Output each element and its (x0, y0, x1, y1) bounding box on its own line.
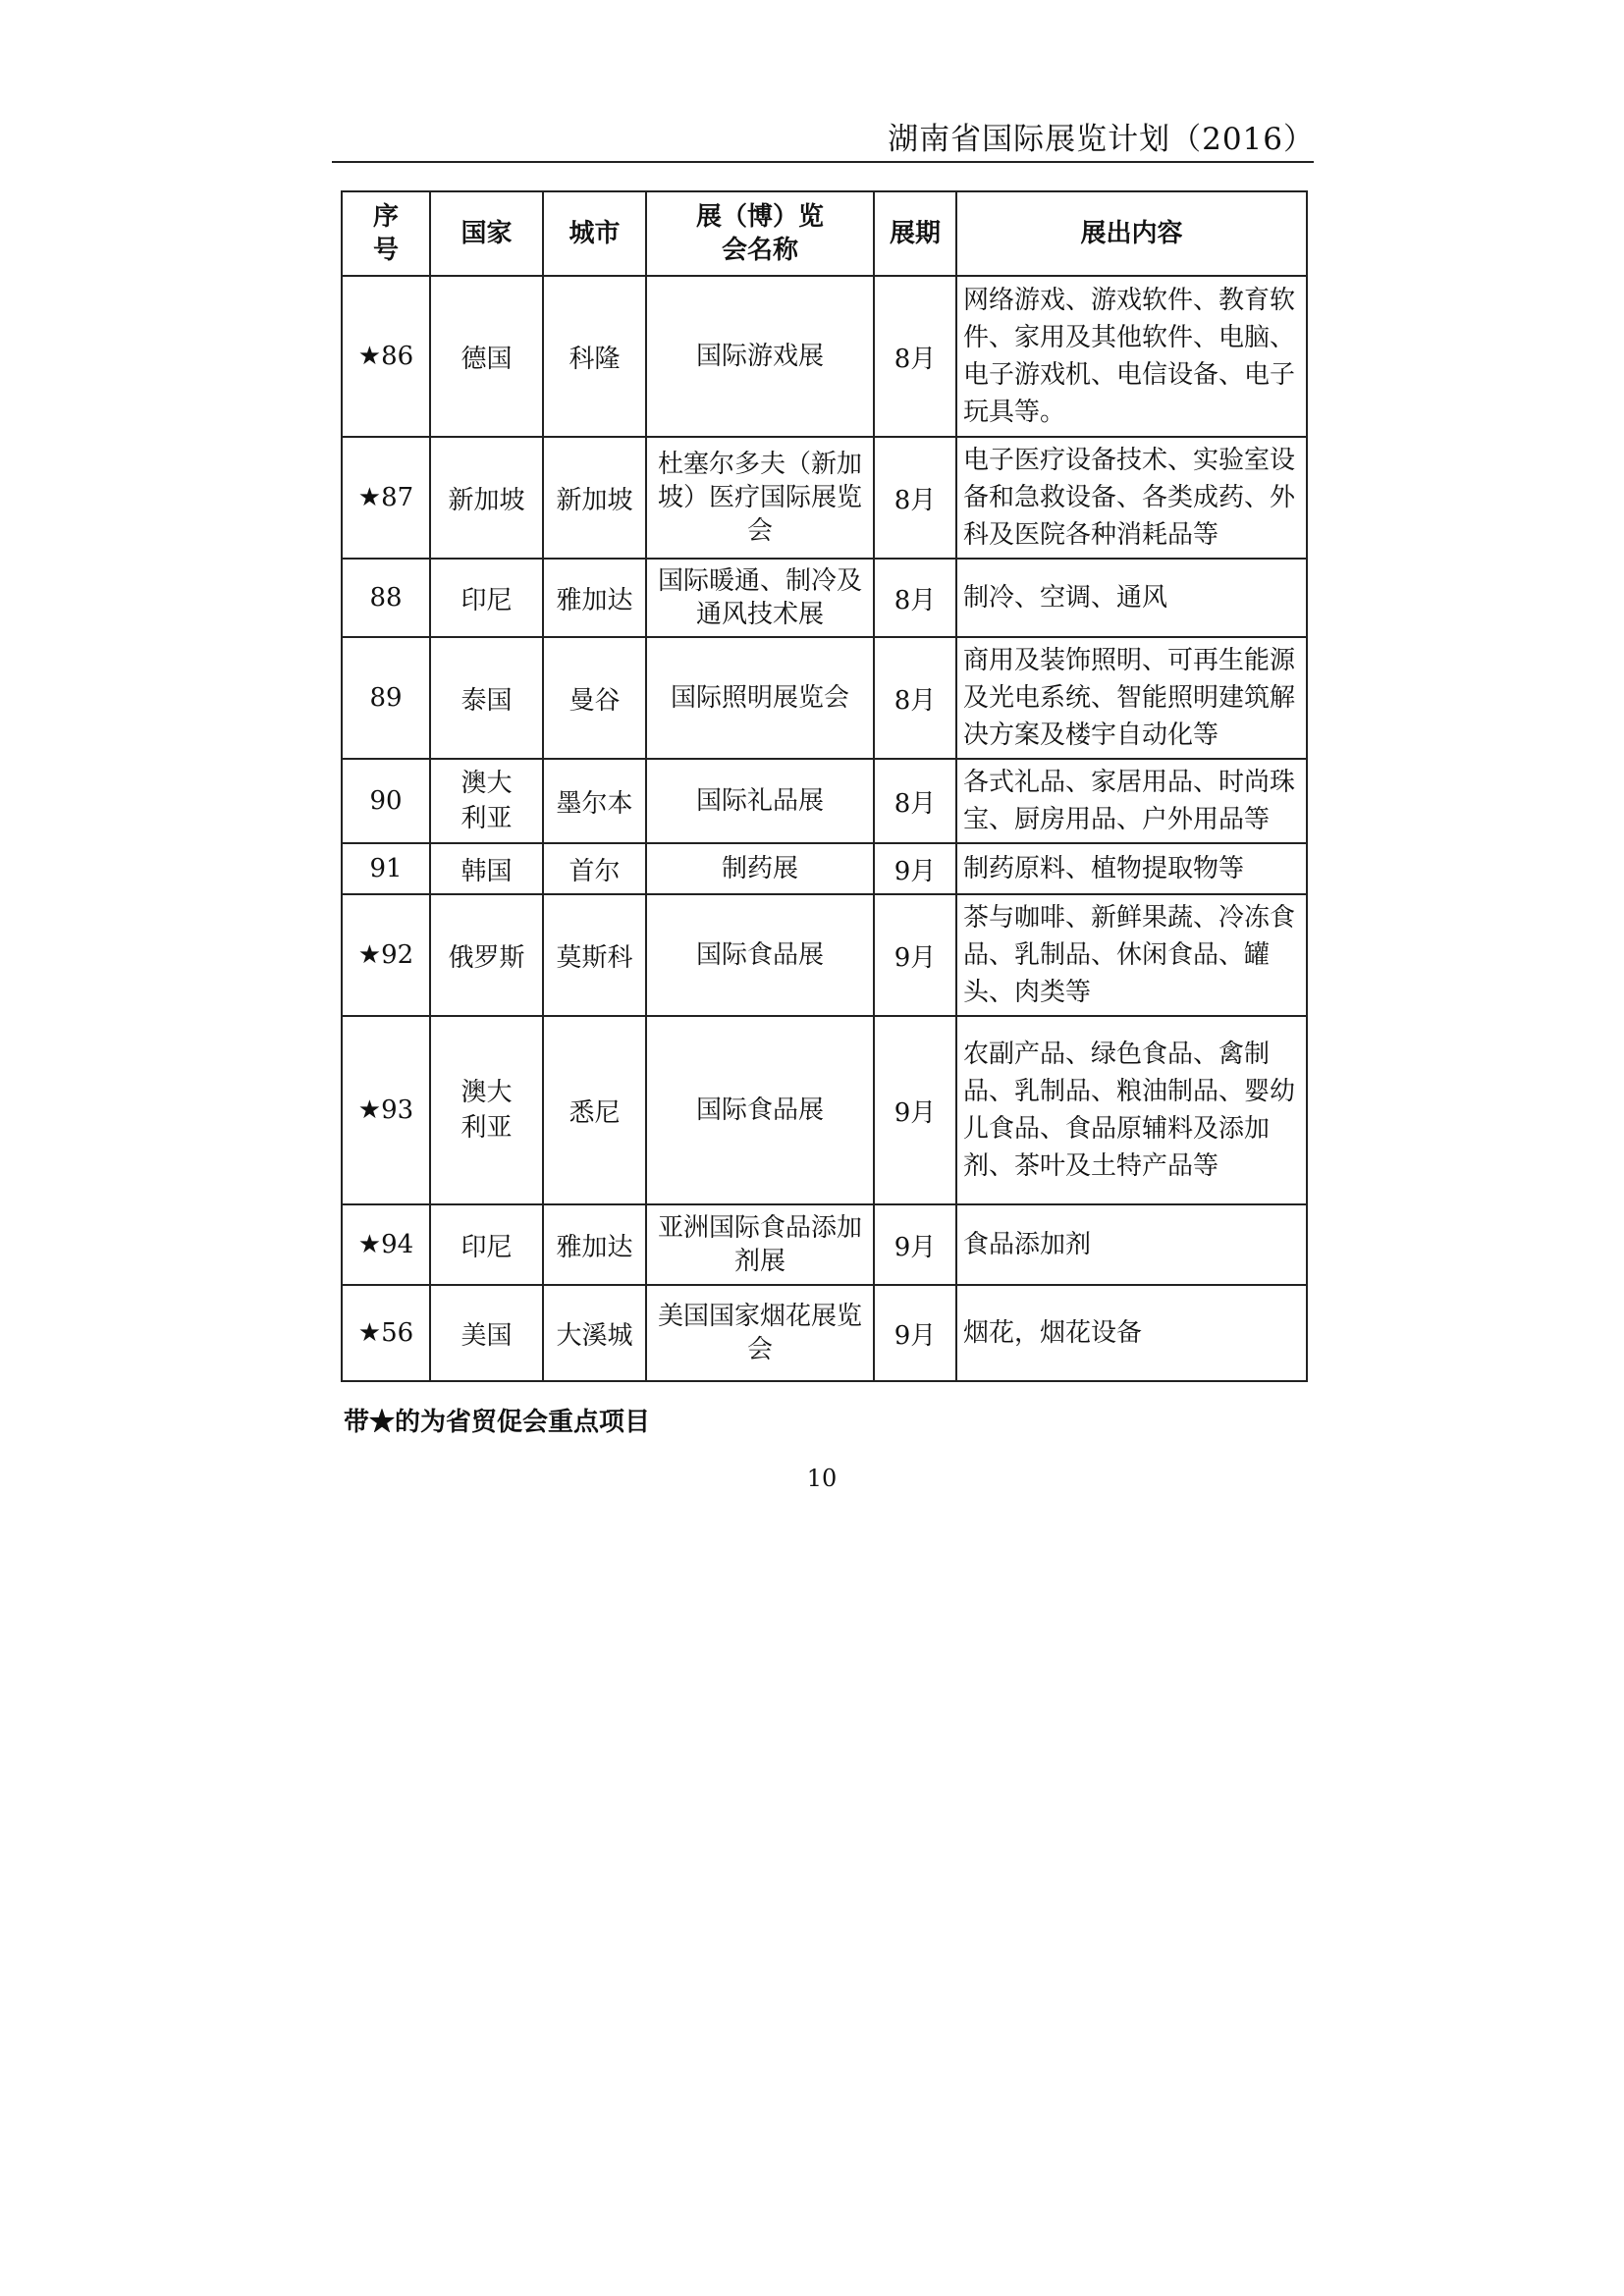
table-row (342, 1016, 1307, 1204)
page-number: 10 (806, 1465, 838, 1492)
row-period: 8月 (874, 437, 956, 559)
row-no: ★87 (342, 437, 430, 559)
row-city: 墨尔本 (543, 759, 646, 843)
row-content: 各式礼品、家居用品、时尚珠宝、厨房用品、户外用品等 (956, 759, 1307, 843)
row-no: ★86 (342, 276, 430, 437)
row-content: 食品添加剂 (956, 1204, 1307, 1285)
row-no: ★94 (342, 1204, 430, 1285)
row-period: 9月 (874, 1204, 956, 1285)
column-header-city: 城市 (543, 191, 646, 276)
row-city: 雅加达 (543, 1204, 646, 1285)
row-exhibition-name: 制药展 (646, 843, 874, 894)
row-period: 9月 (874, 1016, 956, 1204)
row-city: 莫斯科 (543, 894, 646, 1016)
document-header-title: 湖南省国际展览计划（2016） (888, 122, 1315, 157)
table-row (342, 437, 1307, 559)
row-exhibition-name: 国际游戏展 (646, 276, 874, 437)
table-header-row (342, 191, 1307, 276)
row-no: 88 (342, 559, 430, 637)
column-header-name: 展（博）览会名称 (646, 191, 874, 276)
row-period: 9月 (874, 894, 956, 1016)
row-city: 曼谷 (543, 637, 646, 759)
row-country: 韩国 (430, 843, 543, 894)
row-country: 印尼 (430, 559, 543, 637)
row-city: 大溪城 (543, 1285, 646, 1381)
row-exhibition-name: 国际食品展 (646, 1016, 874, 1204)
row-content: 商用及装饰照明、可再生能源及光电系统、智能照明建筑解决方案及楼宇自动化等 (956, 637, 1307, 759)
row-no: ★92 (342, 894, 430, 1016)
row-content: 电子医疗设备技术、实验室设备和急救设备、各类成药、外科及医院各种消耗品等 (956, 437, 1307, 559)
table-row (342, 276, 1307, 437)
row-country: 澳大利亚 (430, 759, 543, 843)
table-row (342, 894, 1307, 1016)
row-period: 8月 (874, 759, 956, 843)
row-period: 8月 (874, 276, 956, 437)
column-header-no: 序号 (342, 191, 430, 276)
row-content: 茶与咖啡、新鲜果蔬、冷冻食品、乳制品、休闲食品、罐头、肉类等 (956, 894, 1307, 1016)
row-exhibition-name: 亚洲国际食品添加剂展 (646, 1204, 874, 1285)
row-no: ★56 (342, 1285, 430, 1381)
row-country: 澳大利亚 (430, 1016, 543, 1204)
row-no: 90 (342, 759, 430, 843)
table-row (342, 759, 1307, 843)
row-city: 悉尼 (543, 1016, 646, 1204)
row-period: 8月 (874, 637, 956, 759)
row-city: 科隆 (543, 276, 646, 437)
row-country: 泰国 (430, 637, 543, 759)
row-city: 雅加达 (543, 559, 646, 637)
row-city: 新加坡 (543, 437, 646, 559)
row-exhibition-name: 国际暖通、制冷及通风技术展 (646, 559, 874, 637)
row-exhibition-name: 杜塞尔多夫（新加坡）医疗国际展览会 (646, 437, 874, 559)
row-no: 89 (342, 637, 430, 759)
table-row (342, 843, 1307, 894)
column-header-country: 国家 (430, 191, 543, 276)
column-header-content: 展出内容 (956, 191, 1307, 276)
row-exhibition-name: 国际照明展览会 (646, 637, 874, 759)
table-row (342, 1204, 1307, 1285)
row-country: 新加坡 (430, 437, 543, 559)
row-period: 9月 (874, 1285, 956, 1381)
table-row (342, 637, 1307, 759)
row-content: 烟花，烟花设备 (956, 1285, 1307, 1381)
row-country: 印尼 (430, 1204, 543, 1285)
table-row (342, 1285, 1307, 1381)
row-city: 首尔 (543, 843, 646, 894)
row-content: 制药原料、植物提取物等 (956, 843, 1307, 894)
row-period: 8月 (874, 559, 956, 637)
exhibition-table (341, 190, 1308, 1382)
row-content: 农副产品、绿色食品、禽制品、乳制品、粮油制品、婴幼儿食品、食品原辅料及添加剂、茶叶及土特产品等 (956, 1016, 1307, 1204)
row-no: 91 (342, 843, 430, 894)
footnote: 带★的为省贸促会重点项目 (344, 1408, 651, 1437)
row-period: 9月 (874, 843, 956, 894)
column-header-period: 展期 (874, 191, 956, 276)
row-exhibition-name: 国际食品展 (646, 894, 874, 1016)
row-country: 俄罗斯 (430, 894, 543, 1016)
header-rule (332, 161, 1314, 163)
row-exhibition-name: 国际礼品展 (646, 759, 874, 843)
table-row (342, 559, 1307, 637)
row-exhibition-name: 美国国家烟花展览会 (646, 1285, 874, 1381)
row-country: 美国 (430, 1285, 543, 1381)
row-content: 网络游戏、游戏软件、教育软件、家用及其他软件、电脑、电子游戏机、电信设备、电子玩具等。 (956, 276, 1307, 437)
row-content: 制冷、空调、通风 (956, 559, 1307, 637)
row-country: 德国 (430, 276, 543, 437)
row-no: ★93 (342, 1016, 430, 1204)
